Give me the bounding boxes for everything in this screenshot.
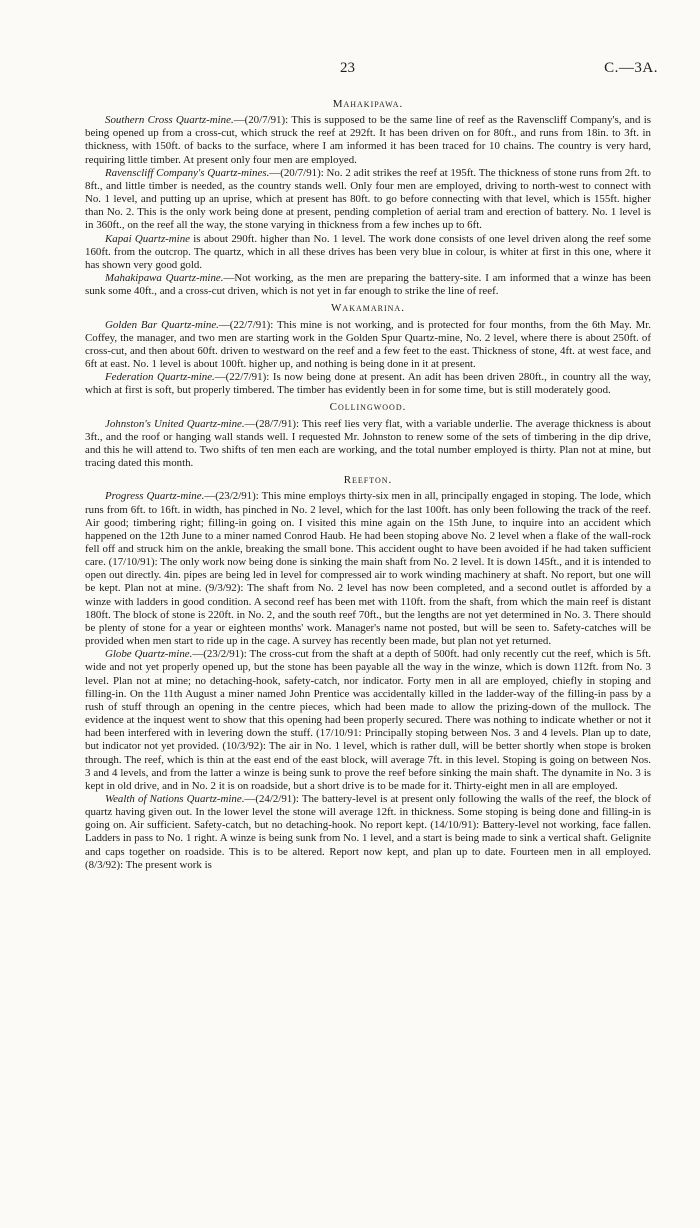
paragraph-federation [85, 371, 651, 397]
paragraph-kapai [85, 233, 651, 272]
mine-name: Mahakipawa Quartz-mine. [105, 272, 224, 285]
paragraph-text: —Not working, as the men are preparing the battery-site. I am informed that a winze has been sunk some 40ft., and a cross-cut driven, which is not yet in far enough to strike the line of reef. [85, 272, 651, 298]
paragraph-text: —(22/7/91): This mine is not working, and is protected for four months, from the 6th May. Mr. Coffey, the manager, and two men are starting work in the Golden Spur Quartz-mine, No. 2 level, where there is about 250ft. of cross-cut, and then about 60ft. driven to westward on the reef and a few feet to the east. Thickness of stone, 4ft. at west face, and 6ft at east. No. 1 level is about 100ft. higher up, and nothing is being done in it at present. [85, 318, 651, 370]
series-reference: C.—3A. [604, 60, 658, 76]
paragraph-globe [85, 648, 651, 793]
mine-name: Johnston's United Quartz-mine. [105, 417, 245, 430]
paragraph-progress [85, 490, 651, 648]
page-header [0, 60, 700, 80]
paragraph-text: —(20/7/91): No. 2 adit strikes the reef at 195ft. The thickness of stone runs from 2ft. to 8ft., and little timber is needed, as the country stands well. Only four men are employed, driving to north-west to connect with No. 1 level, and putting up an uprise, which at present has 80ft. to go before connecting with that level, which is 155ft. higher than No. 2. This is the only work being done at present, pending completion of aerial tram and erection of battery. No. 1 level is in 360ft., on the reef all the way, the stone varying in thickness from a few inches up to 6ft. [85, 166, 651, 232]
mine-name: Kapai Quartz-mine [105, 232, 190, 245]
section-heading-mahakipawa: Mahakipawa. [332, 98, 404, 110]
report-body [85, 94, 651, 872]
mine-name: Golden Bar Quartz-mine. [105, 318, 219, 331]
paragraph-text: —(23/2/91): The cross-cut from the shaft at a depth of 500ft. had only recently cut the reef, which is 5ft. wide and not yet properly opened up, but the stone has been payable all the way in the winze, which is down 112ft. from No. 3 level. Plan not at mine; no detaching-hook, safety-catch, nor indicator. Forty men in all are employed, chiefly in stoping and filling-in. On the 11th August a miner named John Prentice was accidentally killed in the ladder-way of the filling-in pass by a rush of stuff through an opening in the centre pieces, which had been made to allow the prizing-down of the mullock. The evidence at the inquest went to show that this opening had been properly secured. There was nothing to indicate whether or not it had been interfered with in levering down the stuff. (17/10/91: Principally stoping between Nos. 3 and 4 levels. Plan up to date, but indicator not yet provided. (10/3/92): The air in No. 1 level, which is rather dull, will be better shortly when stope is broken through. The reef, which is thin at the east end of the east block, will average 7ft. in this level. Stoping is going on between Nos. 3 and 4 levels, and from the latter a winze is being sunk to prove the reef before sinking the main shaft. The dynamite in No. 3 is kept in old drive, and in No. 2 it is on roadside, but a short drive is to be made for it. Thirty-eight men in all are employed. [85, 648, 651, 792]
paragraph-johnstons-united [85, 418, 651, 471]
mine-name: Wealth of Nations Quartz-mine. [105, 792, 245, 805]
paragraph-text: —(20/7/91): This is supposed to be the same line of reef as the Ravenscliff Company's, and is being opened up from a cross-cut, which struck the reef at 292ft. It has been driven on for 80ft., and runs from 18in. to 3ft. in thickness, with 150ft. of backs to the surface, where I am informed it has been traced for 10 chains. The country is very hard, requiring little timber. At present only four men are employed. [85, 114, 651, 166]
paragraph-text: —(24/2/91): The battery-level is at present only following the walls of the reef, the block of quartz having given out. In the lower level the stone will average 12ft. in thickness. Some stoping is being done and filling-in is going on. Air sufficient. Safety-catch, but no detaching-hook. No report kept. (14/10/91): Battery-level not working, face fallen. Ladders in pass to No. 1 right. A winze is being sunk from No. 1 level, and a start is being made to sink a vertical shaft. Gelignite and caps together on roadside. This is to be altered. Report now kept, and plan up to date. Fourteen men in all employed. (8/3/92): The present work is [85, 792, 651, 871]
paragraph-text: is about 290ft. higher than No. 1 level. The work done consists of one level driven along the reef some 160ft. from the outcrop. The quartz, which in all these drives has been very blue in colour, is whiter at first in this one, where it has shown very good gold. [85, 232, 652, 271]
mine-name: Progress Quartz-mine. [105, 490, 205, 503]
mine-name: Southern Cross Quartz-mine. [105, 114, 234, 127]
section-heading-collingwood: Collingwood. [329, 401, 407, 414]
paragraph-text: —(28/7/91): This reef lies very flat, with a variable underlie. The average thickness is about 3ft., and the roof or hanging wall stands well. I requested Mr. Johnston to renew some of the sets of timbering in the dip drive, and this he will attend to. Two shifts of ten men each are working, and the total number employed is thirty. Plan not at mine, but tracing dated this month. [85, 417, 651, 470]
paragraph-text: —(23/2/91): This mine employs thirty-six men in all, principally engaged in stoping. The lode, which runs from 6ft. to 16ft. in width, has pinched in No. 2 level, which for the last 100ft. has only been following the track of the reef. Air good; timbering right; filling-in going on. I visited this mine again on the 15th June, to inquire into an accident which happened on the 12th June to a miner named Conrod Haub. He had been stoping above No. 2 level when a flake of the wall-rock fell off and struck him on the ankle, breaking the small bone. This accident ought to have been avoided if he had taken sufficient care. (17/10/91): The only work now being done is sinking the main shaft from No. 2 level. It is down 145ft., and it is intended to open out directly. 4in. pipes are being led in level for compressed air to work winding machinery at shaft. No report, but one will be kept. Plan not at mine. (9/3/92): The shaft from No. 2 level has now been completed, and a second outlet is afforded by a winze with ladders in good condition. A second reef has been met with 110ft. from the shaft, from which the main reef is distant 180ft. The block of stone is 220ft. in No. 2, and the south reef 70ft., but the lengths are not yet determined in No. 3. There should be plenty of stone for a year or eighteen months' work. Manager's name not posted, but will be seen to. Safety-catches will be provided when men start to ride up in the cage. A survey has recently been made, but plan not yet returned. [85, 490, 651, 648]
paragraph-golden-bar [85, 319, 651, 372]
page-number: 23 [340, 60, 355, 76]
paragraph-southern-cross [85, 114, 651, 167]
mine-name: Globe Quartz-mine. [105, 648, 193, 661]
section-heading-reefton: Reefton. [343, 474, 393, 487]
paragraph-text: —(22/7/91): Is now being done at present. An adit has been driven 280ft., in country all the way, which at first is soft, but properly timbered. The timber has evidently been in for some time, but is still moderately good. [85, 371, 651, 397]
paragraph-mahakipawa [85, 272, 651, 298]
paragraph-ravenscliff [85, 167, 651, 233]
mine-name: Ravenscliff Company's Quartz-mines. [105, 166, 270, 179]
section-heading-wakamarina: Wakamarina. [331, 302, 405, 315]
paragraph-wealth-of-nations [85, 793, 651, 872]
mine-name: Federation Quartz-mine. [105, 371, 215, 384]
